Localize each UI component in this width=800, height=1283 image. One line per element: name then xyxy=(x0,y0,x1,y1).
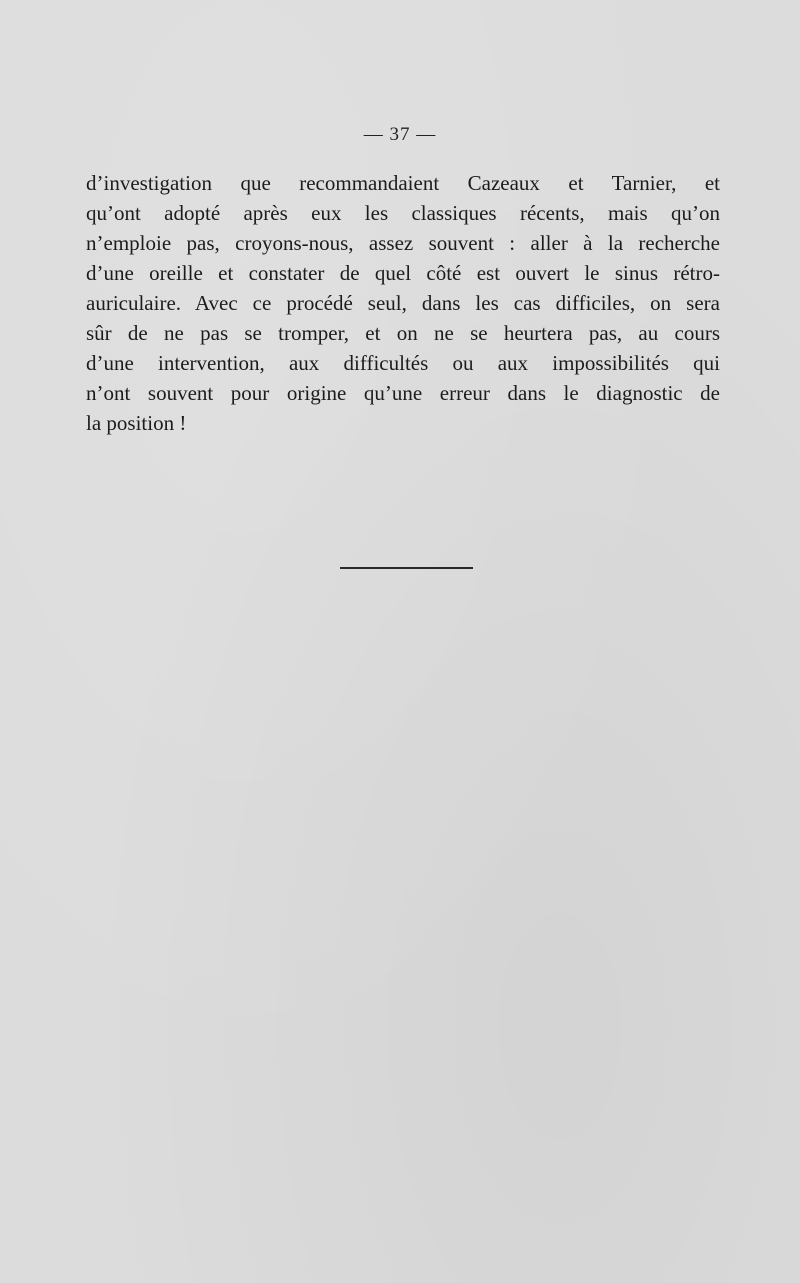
text-line: qu’ont adopté après eux les classiques récents, mais qu’on xyxy=(86,201,720,225)
text-line: la position ! xyxy=(86,411,187,435)
text-line: auriculaire. Avec ce procédé seul, dans les cas difficiles, on sera xyxy=(86,291,720,315)
text-line: n’ont souvent pour origine qu’une erreur dans le diagnostic de xyxy=(86,381,720,405)
page-number: — 37 — xyxy=(363,124,437,145)
text-line: n’emploie pas, croyons-nous, assez souvent : aller à la recherche xyxy=(86,231,720,255)
body-paragraph xyxy=(86,168,720,438)
text-line: d’une intervention, aux difficultés ou aux impossibilités qui xyxy=(86,351,720,375)
text-line: d’investigation que recommandaient Cazeaux et Tarnier, et xyxy=(86,171,720,195)
end-rule-divider xyxy=(340,567,473,569)
text-line: d’une oreille et constater de quel côté est ouvert le sinus rétro- xyxy=(86,261,720,285)
text-line: sûr de ne pas se tromper, et on ne se heurtera pas, au cours xyxy=(86,321,720,345)
